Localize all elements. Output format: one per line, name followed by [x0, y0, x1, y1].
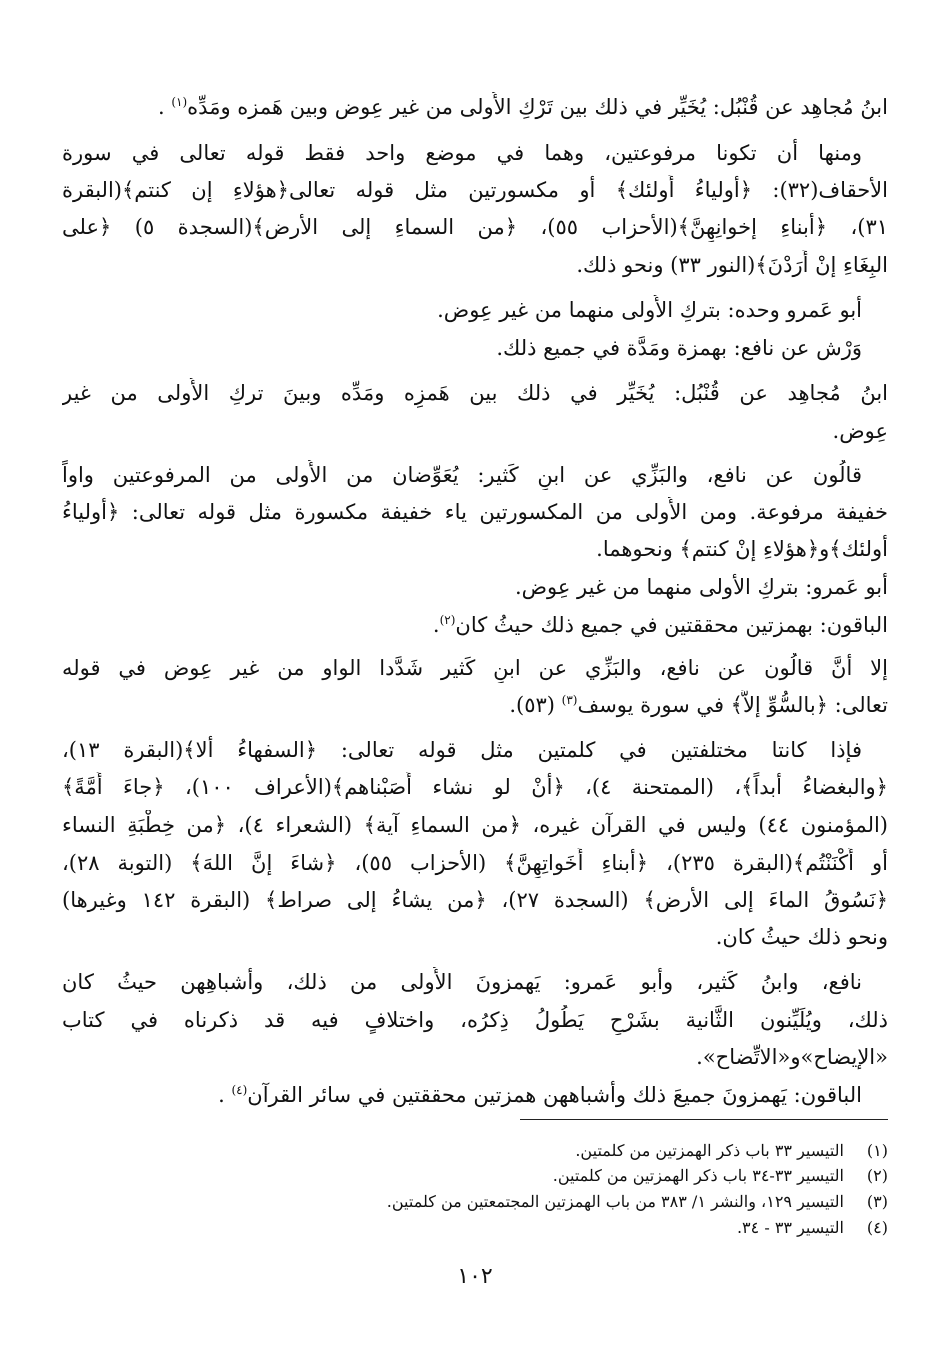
- text-line: [62, 1042, 888, 1072]
- text-line: [62, 92, 888, 122]
- text-line: [62, 138, 862, 168]
- text-line: [62, 885, 888, 915]
- line-tail: .: [218, 1083, 232, 1107]
- line-tail: (٥٣).: [509, 693, 562, 717]
- line-text: أو أَكْنَنْتُم﴾(البقرة ٢٣٥)، ﴿أبناءِ أَخَواتِهِنَّ﴾ (الأحزاب ٥٥)، ﴿شاءَ إنَّ اللهَ﴾ (التوبة ٢٨)،: [62, 851, 888, 875]
- text-line: [62, 378, 888, 408]
- text-line: [62, 295, 862, 325]
- text-line: [62, 922, 888, 952]
- footnote-text: التيسير ١٢٩، والنشر ١/ ٣٨٣ من باب الهمزتين المجتمعتين من كلمتين.: [386, 1192, 844, 1211]
- text-line: [62, 460, 862, 490]
- footnote-ref: (١): [171, 95, 188, 109]
- text-line: [62, 1005, 888, 1035]
- footnote-number: (٢): [866, 1166, 888, 1185]
- text-line: [62, 534, 888, 564]
- text-line: [62, 1080, 862, 1110]
- text-line: [62, 967, 862, 997]
- line-text: ابنُ مُجاهِد عن قُنْبُل: يُخَيِّر في ذلك بين تَرْكِ الأُولى من غير عِوض وبين هَمزه ومَدِّه: [187, 95, 888, 119]
- line-text: خفيفة مرفوعة. ومن الأُولى من المكسورتين ياء خفيفة مكسورة مثل قوله تعالى: ﴿أولياءُ: [62, 500, 888, 524]
- line-text: الباقون: بهمزتين محققتين في جميع ذلك حيثُ كان: [455, 613, 888, 637]
- text-line: [62, 735, 862, 765]
- footnote: [120, 1190, 888, 1214]
- footnote: [120, 1164, 888, 1188]
- line-text: ابنُ مُجاهِد عن قُنْبُل: يُخَيِّر في ذلك بين هَمزِه ومَدِّه وبينَ تركِ الأُولى من غير: [62, 381, 888, 405]
- line-text: (المؤمنون ٤٤) وليس في القرآن غيره، ﴿من السماءِ آية﴾ (الشعراء ٤)، ﴿من خِطْبَةِ النساء: [62, 813, 888, 837]
- text-line: [62, 653, 888, 683]
- text-line: [62, 690, 888, 720]
- text-line: [62, 250, 888, 280]
- footnote-number: (٤): [866, 1218, 888, 1237]
- footnote-number: (٣): [866, 1192, 888, 1211]
- line-text: ٣١)، ﴿أبناءِ إخوانِهِنَّ﴾(الأحزاب ٥٥)، ﴿من السماءِ إلى الأرض﴾(السجدة ٥) ﴿على: [62, 215, 888, 239]
- line-text: ومنها أن تكونا مرفوعتين، وهما في موضع واحد فقط قوله تعالى في سورة: [62, 141, 862, 165]
- line-text: ونحو ذلك حيثُ كان.: [715, 925, 888, 949]
- line-text: نافع، وابنُ كَثير، وأبو عَمرو: يَهمزونَ الأُولى من ذلك، وأشباهِهن حيثُ كان: [62, 970, 862, 994]
- page-number: ١٠٢: [457, 1264, 493, 1289]
- text-line: [62, 848, 888, 878]
- text-line: [62, 772, 888, 802]
- line-text: فإذا كانتا مختلفتين في كلمتين مثل قوله تعالى: ﴿السفهاءُ ألا﴾(البقرة ١٣)،: [62, 738, 862, 762]
- line-text: البِغَاءِ إنْ أَرَدْنَ﴾(النور ٣٣) ونحو ذلك.: [576, 253, 888, 277]
- line-text: «الإيضاح»و«الاتِّضاح».: [696, 1045, 888, 1069]
- line-text: أبو عَمرو وحده: بتركِ الأُولى منهما من غير عِوض.: [437, 298, 862, 322]
- line-tail: .: [157, 95, 172, 119]
- footnote-text: التيسير ٣٣-٣٤ باب ذكر الهمزتين من كلمتين.: [552, 1166, 844, 1185]
- footnote-ref: (٢): [439, 613, 456, 627]
- footnote-ref: (٣): [561, 693, 578, 707]
- text-line: [62, 333, 862, 363]
- footnote-number: (١): [866, 1141, 888, 1160]
- footnote: [120, 1216, 888, 1240]
- line-text: أبو عَمرو: بتركِ الأولى منهما من غير عِوض.: [514, 575, 888, 599]
- line-text: تعالى: ﴿بالسُّوِّ إلاَّ﴾ في سورة يوسف: [577, 693, 888, 717]
- line-text: الأحقاف(٣٢): ﴿أولياءُ أُولئك﴾ أو مكسورتين مثل قوله تعالى﴿هؤلاءِ إن كنتم﴾(البقرة: [62, 178, 888, 202]
- text-line: [62, 497, 888, 527]
- footnote-separator: [520, 1119, 888, 1120]
- line-text: ﴿نَسُوقُ الماءَ إلى الأرض﴾ (السجدة ٢٧)، ﴿من يشاءُ إلى صراط﴾ (البقرة ١٤٢ وغيرها): [62, 888, 888, 912]
- footnote-ref: (٤): [231, 1083, 248, 1097]
- line-tail: .: [432, 613, 440, 637]
- footnote-text: التيسير ٣٣ باب ذكر الهمزتين من كلمتين.: [575, 1141, 844, 1160]
- text-line: [62, 610, 888, 640]
- text-line: [62, 810, 888, 840]
- text-line: [62, 416, 888, 446]
- line-text: أولئك﴾و﴿هؤلاءِ إنْ كنتم﴾ ونحوهما.: [596, 537, 888, 561]
- line-text: قالُون عن نافع، والبَزِّي عن ابنِ كَثير: يُعَوِّضان من الأُولى من المرفوعتين واواً: [62, 463, 862, 487]
- line-text: ﴿والبغضاءُ أبداً﴾، (الممتحنة ٤)، ﴿أنْ لو نشاء أَصَبْناهم﴾(الأعراف ١٠٠)، ﴿جاءَ أُمَّةً﴾: [62, 775, 888, 799]
- line-text: الباقون: يَهمزونَ جميعَ ذلك وأشباههن همزتين محققتين في سائر القرآن: [247, 1083, 862, 1107]
- text-line: [62, 212, 888, 242]
- line-text: عِوض.: [832, 419, 888, 443]
- line-text: وَرْش عن نافع: بهمزة ومَدَّة في جميع ذلك.: [496, 336, 862, 360]
- line-text: إلا أنَّ قالُون عن نافع، والبَزِّي عن ابنِ كَثير شَدَّدا الواو من غير عِوض في قوله: [62, 656, 888, 680]
- text-line: [62, 175, 888, 205]
- footnote: [120, 1139, 888, 1163]
- line-text: ذلك، ويُلَيِّنون الثَّانية بشَرْحٍ يَطُولُ ذِكرُه، واختلافٍ فيه قد ذكرناه في كتاب: [62, 1008, 888, 1032]
- footnote-text: التيسير ٣٣ - ٣٤.: [736, 1218, 844, 1237]
- text-line: [62, 572, 888, 602]
